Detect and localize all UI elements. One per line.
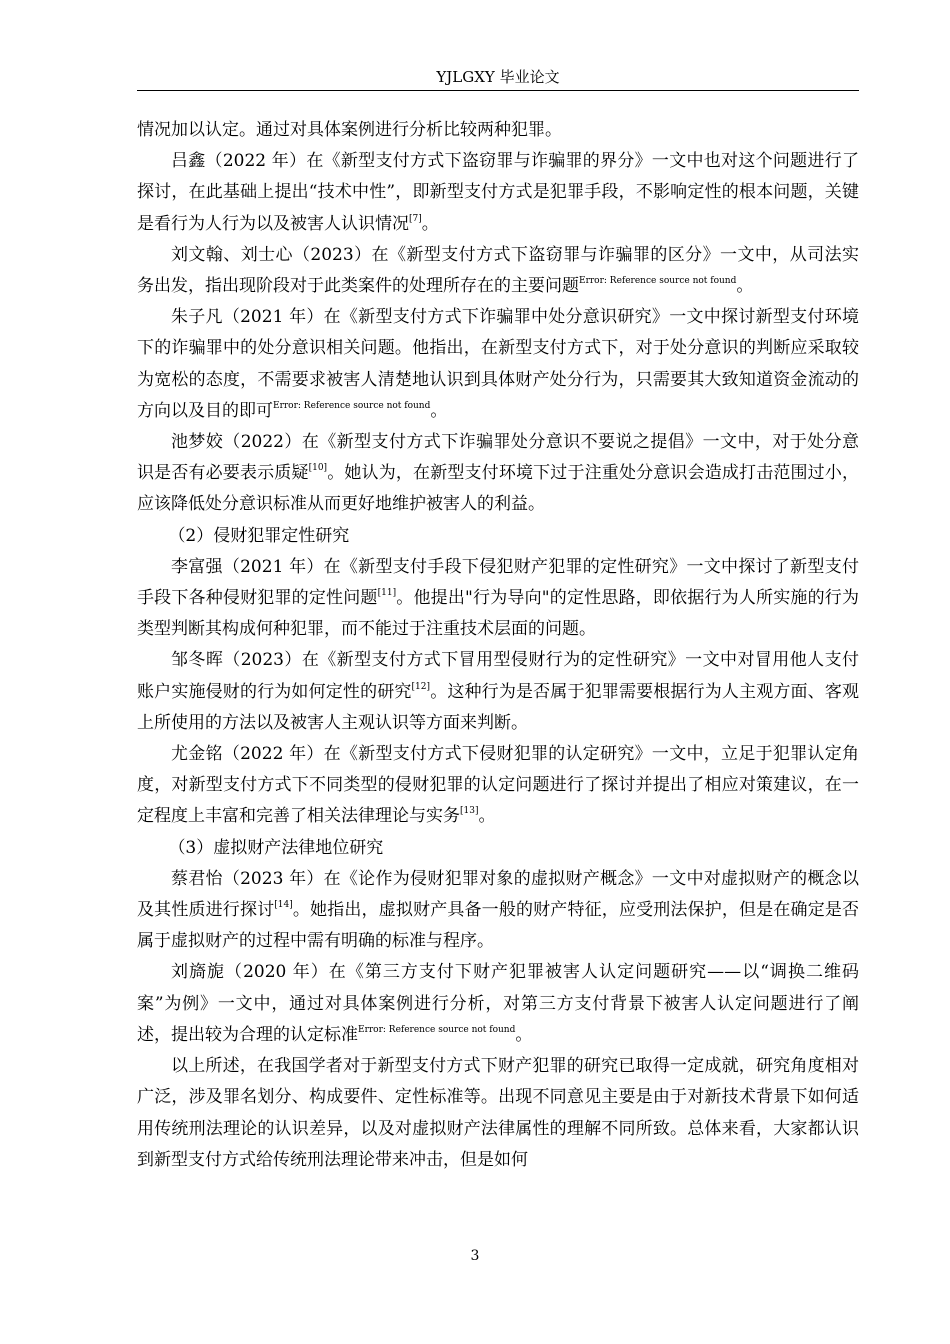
citation-ref: [10] <box>308 463 328 474</box>
paragraph: 刘旖旎（2020 年）在《第三方支付下财产犯罪被害人认定问题研究——以“调换二维码案”为例》一文中，通过对具体案例进行分析，对第三方支付背景下被害人认定问题进行了阐述，提出较为合理的认定标准$^{Error: Reference source not found}$。 <box>137 962 859 1045</box>
citation-ref: Error: Reference source not found <box>358 1024 516 1035</box>
paragraph: 情况加以认定。通过对具体案例进行分析比较两种犯罪。 <box>137 120 562 140</box>
paragraph: 朱子凡（2021 年）在《新型支付方式下诈骗罪中处分意识研究》一文中探讨新型支付环境下的诈骗罪中的处分意识相关问题。他指出，在新型支付方式下，对于处分意识的判断应采取较为宽松的态度，不需要求被害人清楚地认识到具体财产处分行为，只需要其大致知道资金流动的方向以及目的即可$^{Error: Reference source not found}$。 <box>137 307 859 421</box>
citation-ref: [7] <box>409 213 422 224</box>
paragraph: 以上所述，在我国学者对于新型支付方式下财产犯罪的研究已取得一定成就，研究角度相对广泛，涉及罪名划分、构成要件、定性标准等。出现不同意见主要是由于对新技术背景下如何适用传统刑法理论的认识差异，以及对虚拟财产法律属性的理解不同所致。总体来看，大家都认识到新型支付方式给传统刑法理论带来冲击，但是如何 <box>137 1056 859 1170</box>
citation-ref: [12] <box>411 681 431 692</box>
header-rule <box>137 90 859 91</box>
paragraph: 吕鑫（2022 年）在《新型支付方式下盗窃罪与诈骗罪的界分》一文中也对这个问题进行了探讨，在此基础上提出“技术中性”，即新型支付方式是犯罪手段，不影响定性的根本问题，关键是看行为人行为以及被害人认识情况[7]。 <box>137 151 859 234</box>
citation-ref: [13] <box>460 806 479 817</box>
page-header-title: YJLGXY 毕业论文 <box>436 68 560 86</box>
citation-ref: [11] <box>377 588 397 599</box>
citation-ref: Error: Reference source not found <box>273 400 431 411</box>
page-number: 3 <box>470 1248 480 1264</box>
section-heading: （3）虚拟财产法律地位研究 <box>168 837 384 858</box>
citation-ref: Error: Reference source not found <box>579 276 737 287</box>
paragraph: 邹冬晖（2023）在《新型支付方式下冒用型侵财行为的定性研究》一文中对冒用他人支付账户实施侵财的行为如何定性的研究[12]。这种行为是否属于犯罪需要根据行为人主观方面、客观上所使用的方法以及被害人主观认识等方面来判断。 <box>137 650 860 733</box>
paragraph: 刘文翰、刘士心（2023）在《新型支付方式下盗窃罪与诈骗罪的区分》一文中，从司法实务出发，指出现阶段对于此类案件的处理所存在的主要问题$^{Error: Reference source not found}$。 <box>137 244 859 297</box>
section-heading: （2）侵财犯罪定性研究 <box>168 525 350 546</box>
paragraph: 李富强（2021 年）在《新型支付手段下侵犯财产犯罪的定性研究》一文中探讨了新型支付手段下各种侵财犯罪的定性问题[11]。他提出"行为导向"的定性思路，即依据行为人所实施的行为类型判断其构成何种犯罪，而不能过于注重技术层面的问题。 <box>137 556 859 640</box>
paragraph: 池梦姣（2022）在《新型支付方式下诈骗罪处分意识不要说之提倡》一文中，对于处分意识是否有必要表示质疑[10]。她认为，在新型支付环境下过于注重处分意识会造成打击范围过小，应该降低处分意识标准从而更好地维护被害人的利益。 <box>137 432 860 515</box>
body-text <box>137 115 859 1176</box>
paragraph: 蔡君怡（2023 年）在《论作为侵财犯罪对象的虚拟财产概念》一文中对虚拟财产的概念以及其性质进行探讨[14]。她指出，虚拟财产具备一般的财产特征，应受刑法保护，但是在确定是否属于虚拟财产的过程中需有明确的标准与程序。 <box>137 868 860 952</box>
citation-ref: [14] <box>274 900 293 911</box>
paragraph: 尤金铭（2022 年）在《新型支付方式下侵财犯罪的认定研究》一文中，立足于犯罪认定角度，对新型支付方式下不同类型的侵财犯罪的认定问题进行了探讨并提出了相应对策建议，在一定程度上丰富和完善了相关法律理论与实务[13]。 <box>137 744 859 827</box>
